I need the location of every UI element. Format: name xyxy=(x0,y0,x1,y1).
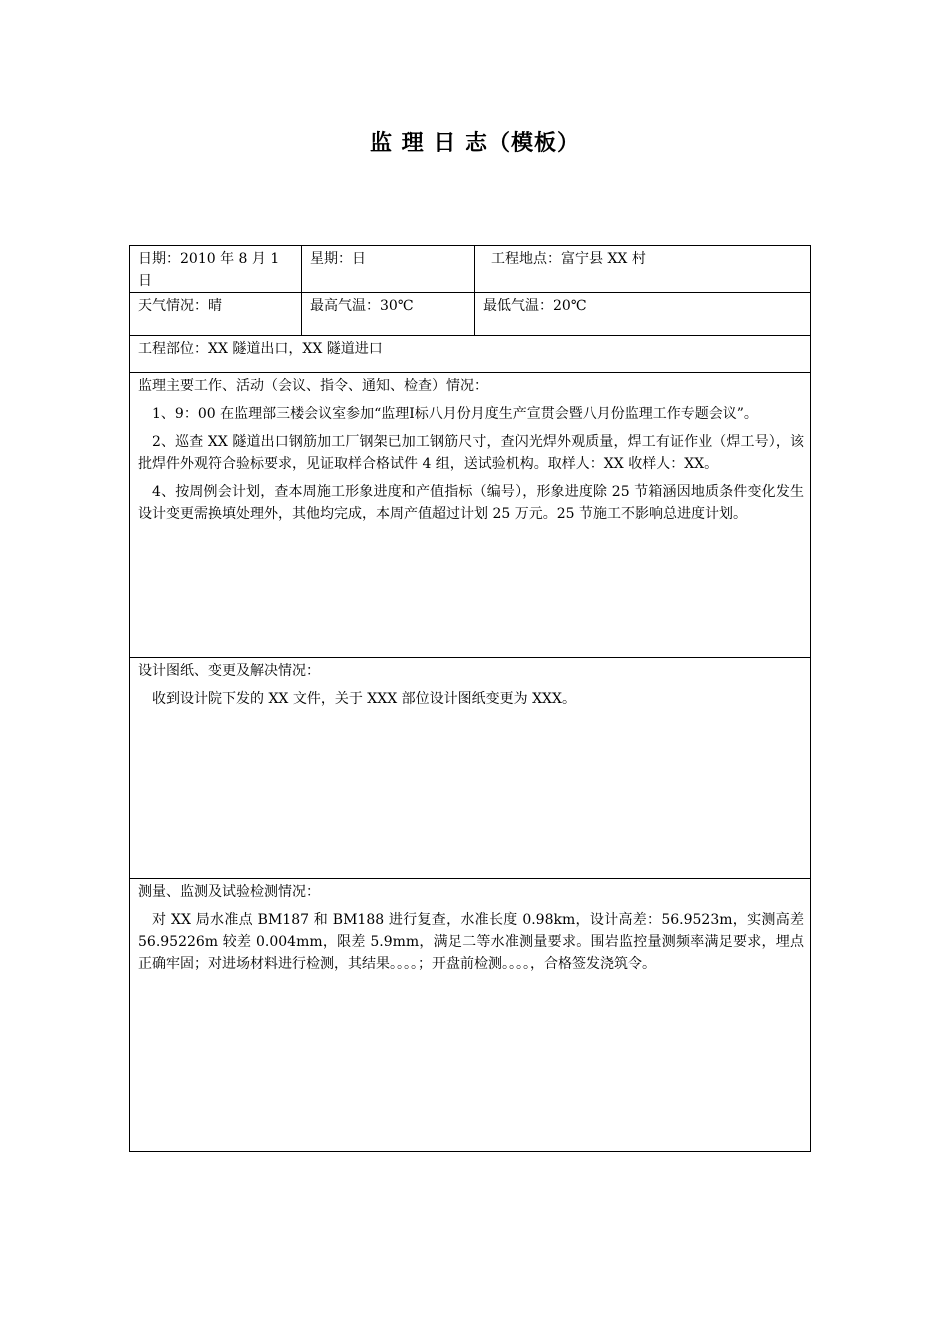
design-section xyxy=(130,658,811,879)
design-heading: 设计图纸、变更及解决情况： xyxy=(138,663,320,679)
weekday-cell: 星期：日 xyxy=(302,246,475,293)
supervision-log-table xyxy=(129,245,811,1152)
location-cell: 工程地点：富宁县 XX 村 xyxy=(475,246,811,293)
survey-heading: 测量、监测及试验检测情况： xyxy=(138,884,320,900)
main-work-item: 1、9：00 在监理部三楼会议室参加“监理Ⅰ标八月份月度生产宣贯会暨八月份监理工作专题会议”。 xyxy=(152,406,758,422)
design-text: 收到设计院下发的 XX 文件，关于 XXX 部位设计图纸变更为 XXX。 xyxy=(152,691,576,707)
project-part-cell: 工程部位：XX 隧道出口，XX 隧道进口 xyxy=(130,336,811,373)
survey-text: 对 XX 局水准点 BM187 和 BM188 进行复查，水准长度 0.98km，设计高差：56.9523m，实测高差 56.95226m 较差 0.004mm，限差 5.9mm，满足二等水准测量要求。围岩监控量测频率满足要求，埋点正确牢固；对进场材料进行检测，其结果。。。。；开盘前检测。。。。，合格签发浇筑令。 xyxy=(138,912,804,972)
main-work-heading: 监理主要工作、活动（会议、指令、通知、检查）情况： xyxy=(138,378,488,394)
max-temp-cell: 最高气温：30℃ xyxy=(302,293,475,336)
main-work-section xyxy=(130,373,811,658)
main-work-item: 4、按周例会计划，查本周施工形象进度和产值指标（编号），形象进度除 25 节箱涵因地质条件变化发生设计变更需换填处理外，其他均完成，本周产值超过计划 25 万元。25 节施工不影响总进度计划。 xyxy=(138,484,804,522)
page-title: 监 理 日 志（模板） xyxy=(370,131,580,156)
weather-cell: 天气情况：晴 xyxy=(130,293,302,336)
date-cell: 日期：2010 年 8 月 1 日 xyxy=(130,246,302,293)
min-temp-cell: 最低气温：20℃ xyxy=(475,293,811,336)
survey-section xyxy=(130,879,811,1152)
main-work-item: 2、巡查 XX 隧道出口钢筋加工厂钢架已加工钢筋尺寸，查闪光焊外观质量，焊工有证作业（焊工号），该批焊件外观符合验标要求，见证取样合格试件 4 组，送试验机构。取样人：XX 收样人：XX。 xyxy=(138,434,804,472)
